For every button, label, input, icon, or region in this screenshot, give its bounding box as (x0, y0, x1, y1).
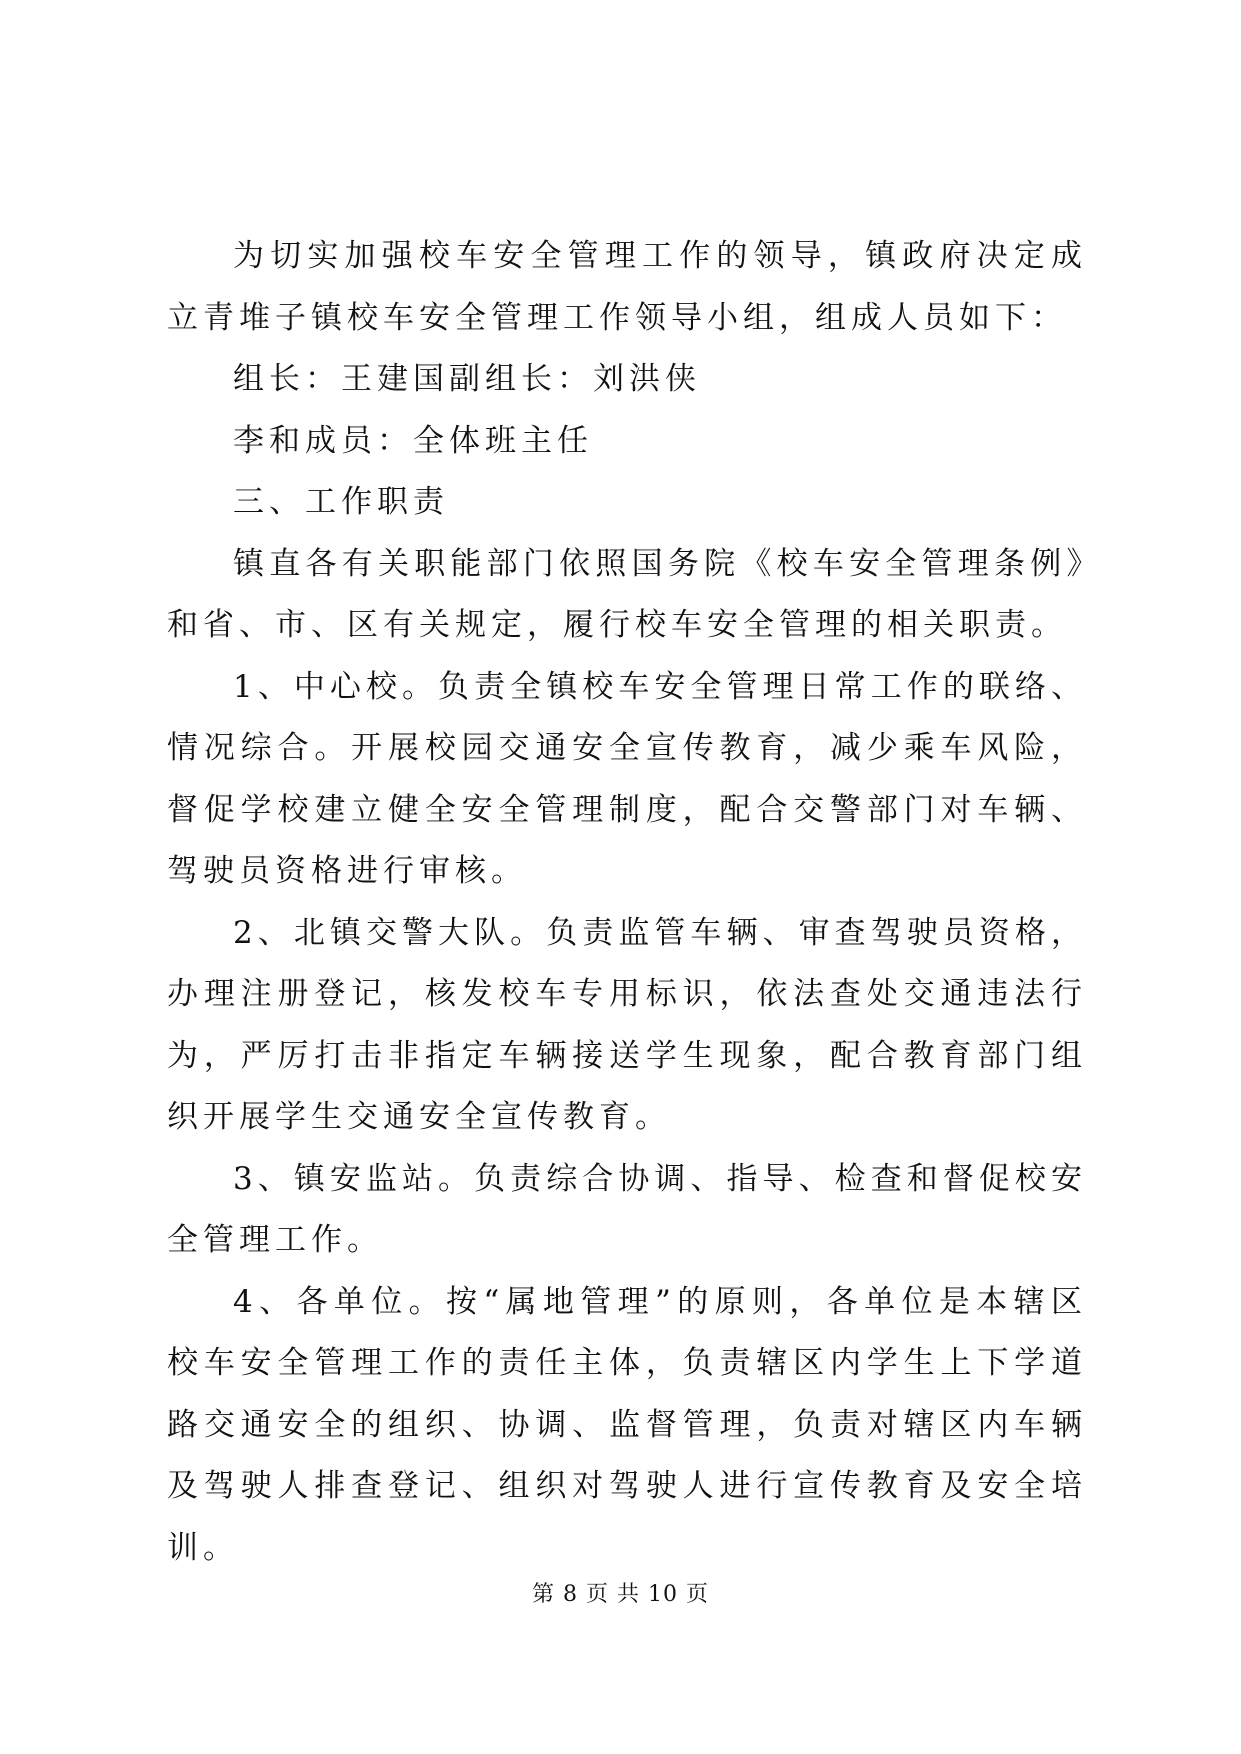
paragraph-duty-safety-station: 3、镇安监站。负责综合协调、指导、检查和督促校安全管理工作。 (167, 1160, 1087, 1258)
paragraph-duties-intro: 镇直各有关职能部门依照国务院《校车安全管理条例》和省、市、区有关规定，履行校车安全管理的相关职责。 (167, 545, 1087, 643)
paragraph-leadership-group: 为切实加强校车安全管理工作的领导，镇政府决定成立青堆子镇校车安全管理工作领导小组，组成人员如下： (167, 238, 1087, 336)
page-number-footer: 第 8 页 共 10 页 (532, 1582, 709, 1607)
document-body (167, 226, 1087, 1579)
paragraph-duty-all-units: 4、各单位。按“属地管理”的原则，各单位是本辖区校车安全管理工作的责任主体，负责辖区内学生上下学道路交通安全的组织、协调、监督管理，负责对辖区内车辆及驾驶人排查登记、组织对驾驶人进行宣传教育及安全培训。 (167, 1283, 1087, 1566)
section-heading-duties: 三、工作职责 (233, 484, 449, 520)
paragraph-group-members: 李和成员：全体班主任 (233, 422, 593, 459)
paragraph-group-leader: 组长：王建国副组长：刘洪侠 (233, 361, 701, 397)
paragraph-duty-traffic-police: 2、北镇交警大队。负责监管车辆、审查驾驶员资格，办理注册登记，核发校车专用标识，依法查处交通违法行为，严厉打击非指定车辆接送学生现象，配合教育部门组织开展学生交通安全宣传教育。 (167, 914, 1087, 1135)
paragraph-duty-central-school: 1、中心校。负责全镇校车安全管理日常工作的联络、情况综合。开展校园交通安全宣传教育，减少乘车风险，督促学校建立健全安全管理制度，配合交警部门对车辆、驾驶员资格进行审核。 (167, 668, 1087, 889)
